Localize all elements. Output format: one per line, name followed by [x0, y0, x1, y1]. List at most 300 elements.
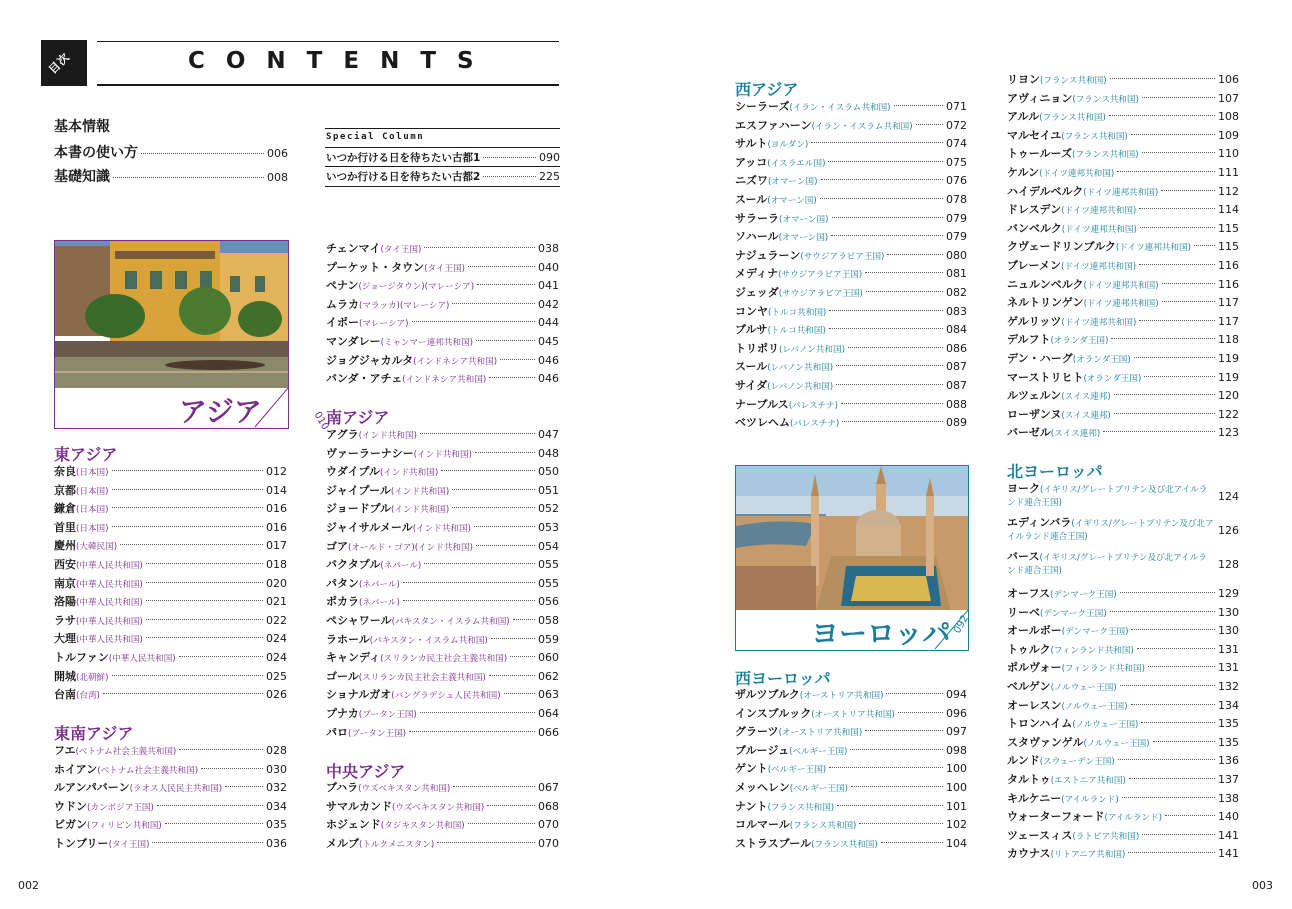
toc-entry[interactable] [1007, 734, 1239, 753]
toc-entry[interactable] [54, 742, 287, 761]
page-number: 071 [946, 100, 967, 113]
toc-entry[interactable] [54, 668, 287, 687]
toc-entry[interactable] [326, 314, 559, 333]
region-heading-western-europe: 西ヨーロッパ [735, 669, 831, 688]
intro-line[interactable] [54, 166, 288, 186]
toc-entry[interactable] [1007, 827, 1239, 846]
toc-entry[interactable] [1007, 257, 1239, 276]
toc-entry[interactable] [1007, 387, 1239, 406]
entry-name: ゴア [326, 539, 348, 553]
entry-country: (ウズベキスタン共和国) [358, 784, 451, 794]
toc-entry[interactable] [326, 705, 559, 724]
entry-name: ブルージュ [735, 743, 790, 757]
leader-dots [1110, 78, 1215, 79]
page-number: 056 [538, 595, 559, 609]
leader-dots [1144, 376, 1215, 377]
toc-entry[interactable] [1007, 369, 1239, 388]
toc-entry[interactable] [54, 816, 287, 835]
toc-entry[interactable] [326, 724, 559, 743]
page-number: 016 [266, 520, 287, 534]
entry-country: (オーストリア共和国) [799, 691, 884, 701]
leader-dots [112, 470, 264, 471]
toc-entry[interactable] [735, 723, 967, 742]
entry-country: (オランダ王国) [1083, 373, 1142, 384]
leader-dots [859, 823, 943, 824]
toc-entry[interactable] [326, 370, 559, 389]
page-number: 032 [266, 781, 287, 795]
entry-country: (ドイツ連邦共和国) [1083, 280, 1159, 291]
leader-dots [491, 638, 535, 639]
toc-entry[interactable] [735, 705, 967, 724]
toc-entry[interactable] [735, 321, 967, 340]
toc-entry[interactable] [54, 519, 287, 538]
special-column-rule [325, 147, 560, 148]
page-number: 111 [1218, 166, 1239, 179]
entry-country: (レバノン共和国) [767, 382, 834, 392]
entry-name: サマルカンド [326, 799, 392, 813]
entry-country: (フランス共和国) [789, 821, 857, 832]
entry-name: ペシャワール [326, 614, 392, 627]
europe-photo [735, 465, 969, 612]
entry-name: アヴィニョン [1007, 91, 1073, 105]
toc-entry[interactable] [1007, 183, 1239, 202]
toc-entry[interactable] [1007, 145, 1239, 164]
leader-dots [1114, 413, 1215, 414]
toc-entry[interactable] [1007, 350, 1239, 369]
toc-entry[interactable] [735, 358, 967, 377]
entry-name: 首里 [54, 520, 76, 534]
toc-entry[interactable] [1007, 845, 1239, 864]
leader-dots [420, 433, 535, 434]
toc-entry[interactable] [1007, 164, 1239, 183]
entry-country: (カンボジア王国) [87, 802, 154, 813]
page-number: 114 [1218, 203, 1239, 217]
page-number: 017 [266, 539, 287, 553]
entry-name: アグラ [326, 428, 359, 441]
toc-entry[interactable] [735, 835, 967, 854]
special-column-line[interactable] [326, 169, 560, 185]
entry-name: キャンディ [326, 651, 381, 665]
leader-dots [475, 452, 535, 453]
toc-entry[interactable] [735, 228, 967, 247]
toc-entry[interactable] [1007, 641, 1239, 660]
toc-entry[interactable] [735, 172, 967, 191]
leader-dots [483, 157, 536, 158]
toc-entry[interactable] [326, 612, 559, 631]
entry-name: ストラスブール [735, 836, 812, 850]
leader-dots [201, 768, 263, 769]
toc-entry[interactable] [54, 686, 287, 705]
page-number: 022 [266, 613, 287, 627]
leader-dots [504, 693, 535, 694]
toc-entry[interactable] [326, 426, 559, 445]
toc-entry[interactable] [1007, 294, 1239, 313]
entry-name: 基礎知識 [54, 169, 110, 185]
toc-entry[interactable] [1007, 551, 1239, 583]
page-number: 035 [266, 818, 287, 832]
entry-country: (ドイツ連邦共和国) [1083, 299, 1159, 310]
leader-dots [474, 526, 535, 527]
leader-dots [120, 544, 263, 545]
entry-country: (フランス共和国) [1072, 94, 1139, 105]
toc-entry[interactable] [1007, 220, 1239, 239]
entry-name: トロンハイム [1007, 717, 1073, 731]
leader-dots [1114, 394, 1215, 395]
entry-name: ペナン [326, 279, 359, 293]
toc-entry[interactable] [326, 296, 559, 315]
page-number: 100 [946, 762, 967, 776]
toc-entry[interactable] [1007, 108, 1239, 127]
entry-name: 開城 [54, 669, 76, 683]
page-number: 140 [1218, 810, 1239, 824]
toc-entry[interactable] [326, 631, 559, 650]
toc-entry[interactable] [54, 649, 287, 668]
entry-country: (フランス共和国) [811, 839, 878, 850]
page-number: 074 [946, 137, 967, 151]
toc-entry[interactable] [326, 538, 559, 557]
page-number: 045 [538, 335, 559, 348]
entry-name: ナジュラーン [735, 248, 801, 262]
leader-dots [113, 177, 264, 178]
toc-entry[interactable] [1007, 517, 1239, 549]
toc-entry[interactable] [1007, 771, 1239, 790]
entry-name: ルツェルン [1007, 389, 1062, 403]
entry-name: サルト [735, 137, 768, 151]
page-number: 064 [538, 707, 559, 720]
entry-country: (エストニア共和国) [1050, 776, 1126, 786]
toc-entry[interactable] [326, 259, 559, 278]
toc-entry[interactable] [326, 649, 559, 668]
page-number: 075 [946, 155, 967, 169]
entry-country: (ドイツ連邦共和国) [1083, 187, 1159, 198]
leader-dots [112, 675, 264, 676]
page-number: 062 [538, 669, 559, 683]
page-number: 059 [538, 632, 559, 646]
toc-entry[interactable] [326, 482, 559, 501]
toc-entry[interactable] [326, 779, 559, 798]
region-heading-east-asia: 東アジア [54, 445, 118, 464]
europe-page: 092 [952, 613, 972, 636]
entry-name: 南京 [54, 576, 76, 590]
page-number: 135 [1218, 717, 1239, 731]
leader-dots [1139, 320, 1215, 321]
toc-entry[interactable] [735, 742, 967, 761]
entry-country: (フィンランド共和国) [1061, 664, 1145, 675]
asia-label: アジア [179, 395, 262, 428]
entry-name: 鎌倉 [54, 502, 76, 516]
leader-dots [179, 656, 263, 657]
page-number: 051 [538, 483, 559, 497]
toc-entry[interactable] [54, 593, 287, 612]
leader-dots [1120, 592, 1215, 593]
toc-entry[interactable] [735, 265, 967, 284]
toc-entry[interactable] [54, 463, 287, 482]
toc-entry[interactable] [1007, 238, 1239, 257]
entry-name: トゥルク [1007, 642, 1051, 656]
entry-country: (中華人民共和国) [76, 579, 143, 590]
page-number: 126 [1218, 524, 1239, 537]
toc-entry[interactable] [735, 117, 967, 136]
entry-country: (サウジアラビア王国) [778, 289, 863, 299]
special-column-rule [325, 166, 560, 167]
entry-country: (ドイツ連邦共和国) [1061, 224, 1137, 235]
entry-name: ウドン [54, 799, 87, 813]
entry-country: (サウジアラビア王国) [778, 270, 863, 281]
toc-entry[interactable] [1007, 678, 1239, 697]
page-number: 132 [1218, 680, 1239, 693]
toc-entry[interactable] [735, 377, 967, 396]
entry-name: ニュルンベルク [1007, 277, 1084, 291]
toc-entry[interactable] [1007, 127, 1239, 146]
special-column-line[interactable] [326, 150, 560, 166]
page-number: 041 [538, 279, 559, 293]
entry-name: ソハール [735, 230, 779, 244]
leader-dots [1134, 357, 1215, 358]
toc-entry[interactable] [54, 630, 287, 649]
toc-entry[interactable] [1007, 790, 1239, 809]
entry-name: 京都 [54, 483, 76, 497]
toc-entry[interactable] [54, 835, 287, 854]
entry-country: (ノルウェー王国) [1050, 683, 1117, 693]
leader-dots [477, 284, 535, 285]
leader-dots [157, 805, 263, 806]
toc-entry[interactable] [735, 798, 967, 817]
entry-country: (スリランカ民主社会主義共和国) [358, 672, 486, 683]
leader-dots [1161, 190, 1215, 191]
entry-country: (オランダ王国) [1072, 355, 1131, 365]
entry-country: (スイス連邦) [1061, 392, 1111, 403]
page-number: 068 [538, 799, 559, 813]
entry-country: (インドネシア共和国) [402, 375, 487, 386]
page-number: 110 [1218, 147, 1239, 161]
toc-entry[interactable] [54, 500, 287, 519]
page-number: 104 [946, 836, 967, 850]
toc-entry[interactable] [54, 482, 287, 501]
leader-dots [476, 340, 535, 341]
entry-country: (ノルウェー王国) [1061, 701, 1128, 712]
toc-entry[interactable] [326, 593, 559, 612]
leader-dots [483, 176, 536, 177]
toc-entry[interactable] [54, 556, 287, 575]
entry-name: バンダ・アチェ [326, 372, 403, 386]
entry-country: (マラッカ)(マレーシア) [359, 300, 450, 311]
toc-entry[interactable] [326, 519, 559, 538]
entry-name: ドレスデン [1007, 203, 1062, 217]
page-number: 036 [266, 837, 287, 850]
entry-name: バース [1007, 550, 1040, 563]
toc-entry[interactable] [735, 816, 967, 835]
entry-country: (フランス共和国) [767, 802, 835, 813]
page-number: 096 [946, 706, 967, 720]
entry-country: (イラン・イスラム共和国) [811, 121, 913, 132]
toc-entry[interactable] [1007, 585, 1239, 604]
asia-label-box[interactable] [54, 388, 331, 433]
page-number: 118 [1218, 333, 1239, 347]
toc-entry[interactable] [1007, 276, 1239, 295]
page-number: 108 [1218, 110, 1239, 124]
entry-country: (ドイツ連邦共和国) [1061, 317, 1137, 328]
right-page [646, 0, 1292, 909]
leader-dots [468, 823, 535, 824]
page-number: 102 [946, 818, 967, 832]
page-number: 135 [1218, 735, 1239, 749]
toc-entry[interactable] [735, 210, 967, 229]
toc-entry[interactable] [326, 445, 559, 464]
leader-dots [412, 321, 535, 322]
leader-dots [1162, 283, 1215, 284]
toc-entry[interactable] [1007, 483, 1239, 515]
entry-country: (オーストリア共和国) [811, 709, 895, 720]
toc-entry[interactable] [54, 798, 287, 817]
page-number: 020 [266, 576, 287, 590]
toc-entry[interactable] [54, 612, 287, 631]
leader-dots [842, 421, 943, 422]
entry-country: (イギリス/グレートブリテン及び北アイルランド連合王国) [1007, 485, 1208, 508]
entry-name: ブハラ [326, 781, 359, 794]
leader-dots [487, 805, 535, 806]
leader-dots [1148, 666, 1215, 667]
entry-country: (イスラエル国) [767, 158, 826, 169]
leader-dots [887, 254, 943, 255]
entry-country: (中華人民共和国) [76, 598, 143, 609]
toc-entry[interactable] [735, 779, 967, 798]
page-number: 106 [1218, 73, 1239, 86]
entry-country: (オマーン国) [767, 196, 817, 206]
intro-line[interactable] [54, 142, 288, 162]
toc-entry[interactable] [1007, 71, 1239, 90]
entry-name: サイダ [735, 379, 768, 392]
toc-entry[interactable] [735, 191, 967, 210]
entry-name: マンダレー [326, 335, 381, 348]
toc-entry[interactable] [54, 575, 287, 594]
page-number: 076 [946, 174, 967, 188]
leader-dots [1122, 797, 1215, 798]
toc-entry[interactable] [1007, 331, 1239, 350]
toc-entry[interactable] [1007, 90, 1239, 109]
toc-entry[interactable] [735, 154, 967, 173]
toc-entry[interactable] [326, 500, 559, 519]
entry-country: (インド共和国) [391, 505, 450, 516]
toc-entry[interactable] [1007, 697, 1239, 716]
page-number: 141 [1218, 847, 1239, 861]
toc-entry[interactable] [326, 277, 559, 296]
page-number: 014 [266, 483, 287, 497]
toc-entry[interactable] [326, 798, 559, 817]
entry-country: (オマーン国) [768, 177, 818, 188]
toc-entry[interactable] [326, 333, 559, 352]
toc-entry[interactable] [326, 240, 559, 259]
toc-entry[interactable] [54, 761, 287, 780]
toc-entry[interactable] [735, 340, 967, 359]
toc-entry[interactable] [326, 668, 559, 687]
leader-dots [1141, 722, 1215, 723]
toc-entry[interactable] [1007, 659, 1239, 678]
entry-name: いつか行ける日を待ちたい古都2 [326, 171, 481, 183]
page-number: 138 [1218, 791, 1239, 805]
toc-entry[interactable] [735, 686, 967, 705]
toc-entry[interactable] [735, 284, 967, 303]
toc-entry[interactable] [1007, 715, 1239, 734]
leader-dots [452, 507, 535, 508]
page-number: 112 [1218, 184, 1239, 198]
toc-entry[interactable] [326, 686, 559, 705]
entry-name: タルトゥ [1007, 773, 1051, 786]
entry-country: (ヨルダン) [767, 140, 809, 151]
page-number: 090 [539, 151, 560, 164]
region-heading-southeast-asia: 東南アジア [54, 724, 134, 743]
leader-dots [1142, 152, 1215, 153]
toc-entry[interactable] [326, 835, 559, 854]
toc-entry[interactable] [1007, 406, 1239, 425]
entry-name: パロ [326, 725, 348, 739]
toc-entry[interactable] [735, 247, 967, 266]
leader-dots [865, 272, 943, 273]
leader-dots [452, 303, 535, 304]
toc-entry[interactable] [735, 414, 967, 433]
toc-entry[interactable] [326, 575, 559, 594]
toc-entry[interactable] [1007, 313, 1239, 332]
toc-entry[interactable] [326, 556, 559, 575]
entry-country: (ベルギー王国) [767, 765, 827, 776]
entry-name: 台南 [54, 688, 76, 702]
leader-dots [441, 470, 535, 471]
leader-dots [1110, 611, 1215, 612]
entry-name: マルセイユ [1007, 128, 1062, 142]
entry-country: (レバノン共和国) [767, 363, 834, 374]
entry-name: ルンド [1007, 754, 1040, 768]
page-number: 079 [946, 211, 967, 225]
entry-name: ジョグジャカルタ [326, 353, 414, 367]
toc-entry[interactable] [54, 779, 287, 798]
entry-country: (ネパール) [380, 561, 422, 572]
leader-dots [424, 247, 535, 248]
entry-name: スタヴァンゲル [1007, 735, 1084, 749]
leader-dots [848, 347, 943, 348]
entry-name: フエ [54, 744, 76, 757]
toc-entry[interactable] [1007, 424, 1239, 443]
entry-name: メディナ [735, 267, 779, 281]
entry-country: (ノルウェー王国) [1083, 738, 1150, 749]
entry-country: (ベトナム社会主義共和国) [97, 765, 199, 776]
toc-entry[interactable] [326, 352, 559, 371]
entry-country: (タジキスタン共和国) [380, 821, 465, 832]
leader-dots [403, 600, 535, 601]
europe-label-box[interactable] [735, 610, 972, 651]
toc-entry[interactable] [326, 463, 559, 482]
toc-entry[interactable] [1007, 752, 1239, 771]
leader-dots [141, 153, 264, 154]
toc-entry[interactable] [735, 760, 967, 779]
leader-dots [829, 767, 943, 768]
entry-country: (スウェーデン王国) [1039, 757, 1115, 768]
entry-name: パタン [326, 576, 359, 590]
entry-name: ヨーク [1007, 482, 1040, 495]
leader-dots [828, 161, 943, 162]
toc-entry[interactable] [1007, 622, 1239, 641]
toc-entry[interactable] [54, 537, 287, 556]
toc-entry[interactable] [1007, 201, 1239, 220]
toc-entry[interactable] [735, 396, 967, 415]
toc-entry[interactable] [1007, 808, 1239, 827]
special-column-rule [325, 128, 560, 129]
toc-entry[interactable] [326, 816, 559, 835]
leader-dots [1111, 338, 1215, 339]
entry-country: (ノルウェー王国) [1072, 720, 1139, 731]
toc-entry[interactable] [1007, 604, 1239, 623]
toc-entry[interactable] [735, 303, 967, 322]
toc-entry[interactable] [735, 98, 967, 117]
toc-entry[interactable] [735, 135, 967, 154]
